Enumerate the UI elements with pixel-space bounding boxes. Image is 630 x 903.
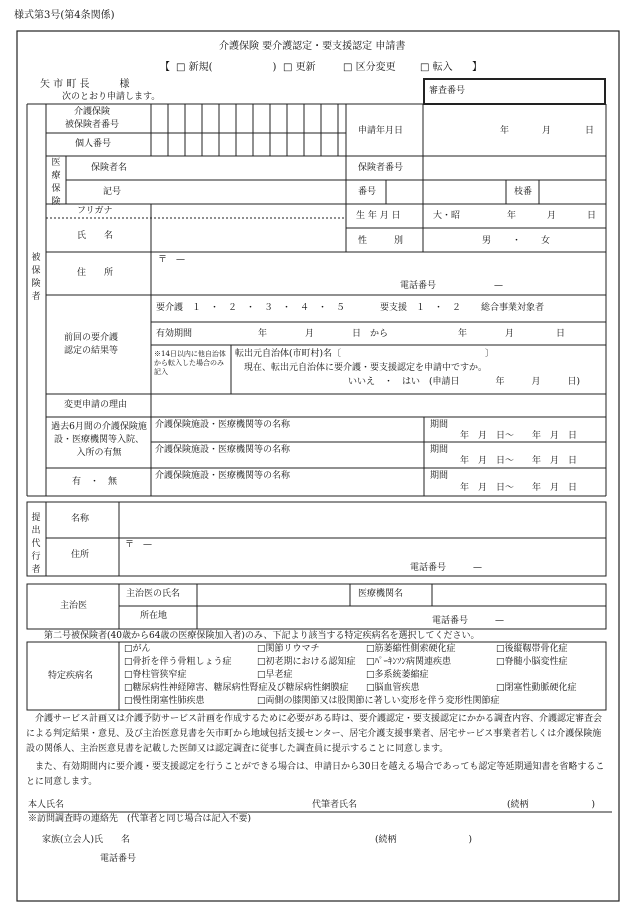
disease-option[interactable]: □初老期における認知症 — [257, 657, 356, 667]
disease-option[interactable]: □多系統萎縮症 — [366, 670, 429, 680]
disease-option[interactable]: □糖尿病性神経障害、糖尿病性腎症及び糖尿病性網膜症 — [124, 683, 349, 693]
address-label: 住 所 — [77, 268, 114, 278]
disease-option[interactable]: □両側の膝関節又は股関節に著しい変形を伴う変形性関節症 — [257, 696, 500, 706]
general-program-option[interactable]: 総合事業対象者 — [481, 303, 545, 313]
sex-dot: ・ — [512, 236, 522, 246]
validity-from-month: 月 — [305, 329, 315, 339]
institution-label: 医療機関名 — [358, 589, 404, 599]
origin-municipality[interactable]: 転出元自治体(市町村)名〔 〕 — [235, 349, 495, 359]
facility-label: 過去6月間の介護保険施設・医療機関等入院、入所の有無 — [51, 422, 147, 458]
type-change-checkbox[interactable]: □ 区分変更 — [343, 62, 396, 73]
bracket-open: 【 — [160, 62, 170, 73]
change-reason-label: 変更申請の理由 — [64, 400, 128, 410]
insured-number-label: 介護保険 被保険者番号 — [65, 107, 120, 130]
facility-period-2: 期間 — [430, 445, 449, 455]
form-title: 介護保険 要介護認定・要支援認定 申請書 — [219, 41, 406, 52]
agent-name-label: 名称 — [71, 514, 90, 524]
relation-label: (続柄 ) — [507, 800, 596, 810]
validity-label: 有効期間 — [156, 329, 193, 339]
validity-from-year: 年 — [258, 329, 268, 339]
dob-label: 生 年 月 日 — [356, 211, 401, 221]
disease-option[interactable]: □慢性閉塞性肺疾患 — [124, 696, 205, 706]
address-phone-label: 電話番号 — [400, 281, 437, 291]
facility-name-1: 介護保険施設・医療機関等の名称 — [155, 420, 291, 430]
form-number: 様式第3号(第4条関係) — [14, 10, 115, 21]
individual-number-label: 個人番号 — [75, 139, 112, 149]
disease-option[interactable]: □がん — [124, 644, 151, 654]
app-year: 年 — [500, 126, 510, 136]
facility-range-3: 年 月 日〜 年 月 日 — [460, 483, 578, 493]
family-name-label: 家族(立会人)氏 名 — [42, 835, 131, 845]
disease-option[interactable]: □脳血管疾患 — [366, 683, 420, 693]
facility-period-1: 期間 — [430, 420, 449, 430]
application-date-label: 申請年月日 — [358, 126, 404, 136]
disease-label: 特定疾病名 — [48, 671, 94, 681]
dob-year: 年 — [507, 211, 517, 221]
disease-option[interactable]: □筋萎縮性側索硬化症 — [366, 644, 456, 654]
disease-option[interactable]: □ﾊﾟｰｷﾝｿﾝ病関連疾患 — [366, 657, 452, 667]
section-agent-label: 提出代行者 — [31, 513, 41, 575]
disease-option[interactable]: □閉塞性動脈硬化症 — [496, 683, 577, 693]
symbol-label: 記号 — [103, 187, 122, 197]
consent-paragraph-1: 介護サービス計画又は介護予防サービス計画を作成するために必要がある時は、要介護認定・要支援認定にかかる調査内容、介護認定審査会による判定結果・意見、及び主治医意見書を矢市町から地域包括支援センター、居宅介護支援事業者、居宅サービス事業者若しくは介護保険施設の関係人、主治医意見書を記載した医師又は認定調査に従事した調査員に提示することに同意します。 — [26, 714, 603, 754]
doctor-name-label: 主治医の氏名 — [126, 589, 181, 599]
insurer-number-label: 保険者番号 — [358, 163, 404, 173]
facility-yesno[interactable]: 有 ・ 無 — [72, 477, 118, 487]
self-name-label: 本人氏名 — [28, 800, 65, 810]
review-number-label: 審査番号 — [429, 86, 466, 96]
dob-day: 日 — [587, 211, 597, 221]
disease-option[interactable]: □骨折を伴う骨粗しょう症 — [124, 657, 232, 667]
branch-label: 枝番 — [514, 187, 533, 197]
previous-result-label: 前回の要介護 認定の結果等 — [64, 333, 119, 356]
agent-phone: 電話番号 — — [410, 563, 483, 573]
facility-period-3: 期間 — [430, 471, 449, 481]
facility-name-3: 介護保険施設・医療機関等の名称 — [155, 471, 291, 481]
care-level-options[interactable]: 要介護 １ ・ ２ ・ ３ ・ ４ ・ ５ — [156, 303, 346, 313]
disease-option[interactable]: □脊柱管狭窄症 — [124, 670, 187, 680]
section-insured-label: 被保険者 — [31, 253, 41, 302]
disease-option[interactable]: □早老症 — [257, 670, 293, 680]
doctor-phone: 電話番号 — — [432, 616, 505, 626]
location-label: 所在地 — [140, 611, 168, 621]
address-phone-dash: — — [494, 281, 503, 291]
request-line: 次のとおり申請します。 — [62, 92, 161, 102]
bracket-close: 】 — [472, 62, 482, 73]
disease-intro: 第二号被保険者(40歳から64歳の医療保険加入者)のみ、下記より該当する特定疾病名を選択してください。 — [44, 631, 480, 641]
transfer-note: ※14日以内に他自治体から転入した場合のみ記入 — [154, 350, 226, 376]
addressee: 矢 市 町 長 様 — [40, 79, 130, 90]
pending-answer[interactable]: いいえ ・ はい (申請日 年 月 日) — [348, 377, 581, 387]
facility-name-2: 介護保険施設・医療機関等の名称 — [155, 445, 291, 455]
app-day: 日 — [585, 126, 595, 136]
contact-note: ※訪問調査時の連絡先 (代筆者と同じ場合は記入不要) — [28, 814, 252, 824]
support-level-options[interactable]: 要支援 １ ・ ２ — [380, 303, 462, 313]
facility-range-2: 年 月 日〜 年 月 日 — [460, 456, 578, 466]
furigana-label: フリガナ — [77, 206, 113, 216]
agent-name-sig-label: 代筆者氏名 — [312, 800, 358, 810]
validity-to-month: 月 — [505, 329, 515, 339]
sex-label: 性 別 — [358, 236, 404, 246]
agent-address-label: 住所 — [71, 550, 90, 560]
validity-from: 日 から — [352, 329, 389, 339]
validity-to-year: 年 — [458, 329, 468, 339]
insurer-name-label: 保険者名 — [91, 163, 128, 173]
app-month: 月 — [542, 126, 552, 136]
family-phone-label: 電話番号 — [100, 854, 137, 864]
type-new-checkbox[interactable]: □ 新規( ) — [176, 62, 277, 73]
type-renew-checkbox[interactable]: □ 更新 — [283, 62, 316, 73]
disease-option[interactable]: □関節リウマチ — [257, 644, 320, 654]
type-transfer-checkbox[interactable]: □ 転入 — [420, 62, 453, 73]
disease-option[interactable]: □後縦靱帯骨化症 — [496, 644, 568, 654]
medical-insurance-label: 医療保険 — [51, 158, 61, 207]
consent-paragraph-2: また、有効期間内に要介護・要支援認定を行うことができる場合は、申請日から30日を越える場合であっても認定等延期通知書を省略することに同意します。 — [26, 762, 605, 787]
dob-month: 月 — [547, 211, 557, 221]
name-label: 氏 名 — [77, 231, 114, 241]
address-postal: 〒 — — [158, 255, 186, 265]
relation-label-2: (続柄 ) — [375, 835, 473, 845]
disease-option[interactable]: □脊髄小脳変性症 — [496, 657, 568, 667]
doctor-label: 主治医 — [60, 601, 88, 611]
sex-female[interactable]: 女 — [541, 236, 551, 246]
validity-to-day: 日 — [556, 329, 566, 339]
dob-era: 大・昭 — [433, 211, 461, 221]
number-label: 番号 — [358, 187, 377, 197]
agent-postal: 〒 — — [125, 540, 153, 550]
facility-range-1: 年 月 日〜 年 月 日 — [460, 431, 578, 441]
pending-question: 現在、転出元自治体に要介護・要支援認定を申請中ですか。 — [244, 363, 488, 373]
sex-male[interactable]: 男 — [482, 236, 492, 246]
